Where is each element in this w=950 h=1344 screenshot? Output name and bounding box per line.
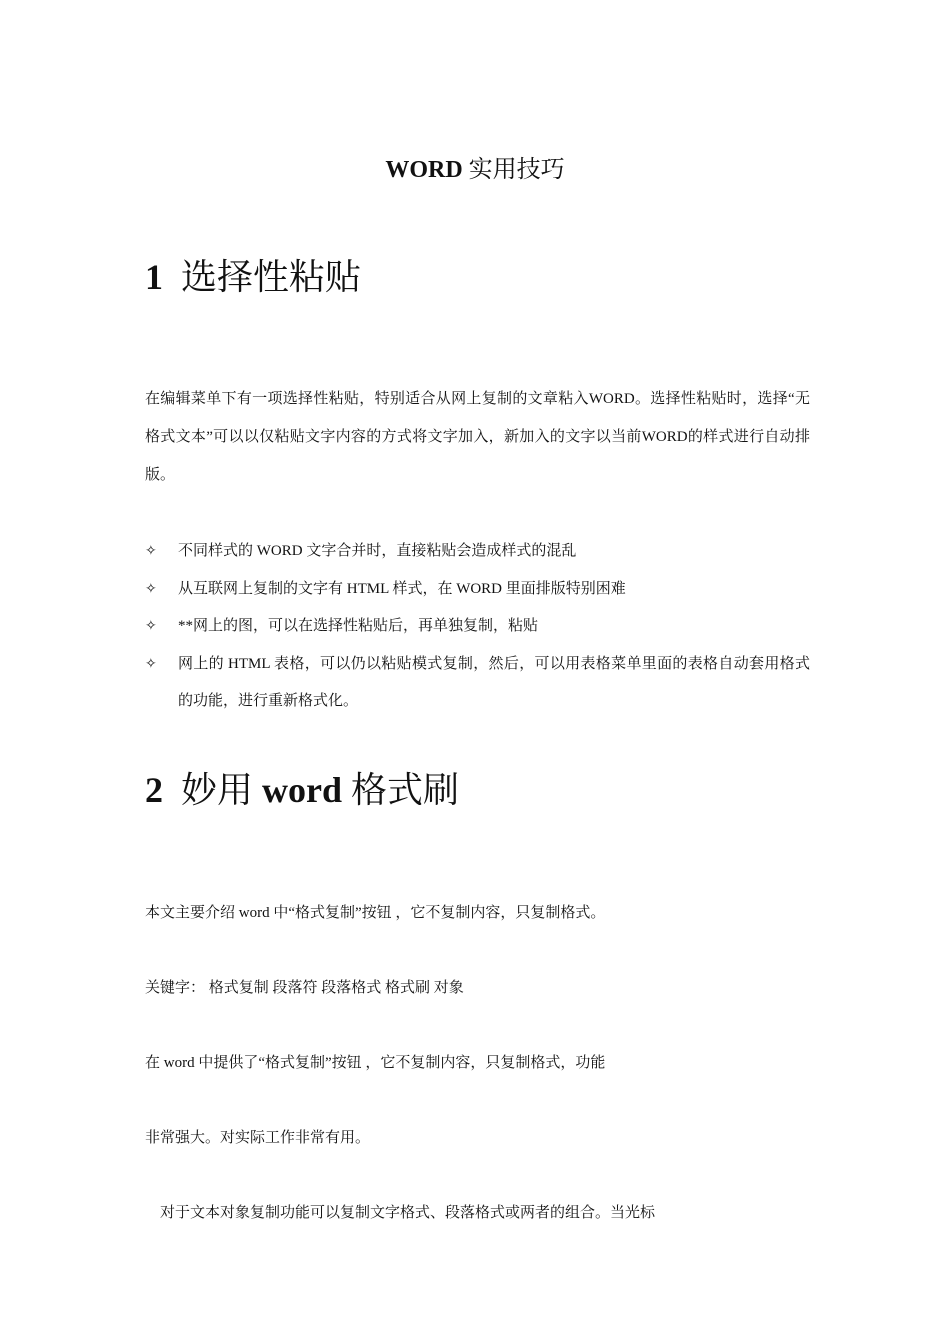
bullet-text: **网上的图，可以在选择性粘贴后，再单独复制，粘贴 xyxy=(178,618,539,634)
document-title xyxy=(0,155,950,185)
section-2-title-pre: 妙用 xyxy=(181,770,263,810)
diamond-bullet-icon: ✧ xyxy=(145,655,157,672)
section-2-line-description: 在 word 中提供了“格式复制”按钮 ，它不复制内容，只复制格式，功能 xyxy=(145,1055,606,1071)
section-1-paragraph: 在编辑菜单下有一项选择性粘贴，特别适合从网上复制的文章粘入WORD。选择性粘贴时，选择“无格式文本”可以以仅粘贴文字内容的方式将文字加入，新加入的文字以当前WORD的样式进行自动排版。 xyxy=(145,391,810,483)
section-1-number: 1 xyxy=(145,257,163,297)
section-2-line-keywords: 关键字： 格式复制 段落符 段落格式 格式刷 对象 xyxy=(145,980,464,996)
section-2-number: 2 xyxy=(145,770,163,810)
section-1-bullet-list xyxy=(145,533,810,721)
section-2-line-intro: 本文主要介绍 word 中“格式复制”按钮 ，它不复制内容，只复制格式。 xyxy=(145,905,606,921)
bullet-item xyxy=(145,533,810,571)
document-title-bold: WORD xyxy=(385,157,463,183)
section-1-title: 选择性粘贴 xyxy=(181,257,362,297)
bullet-item xyxy=(145,571,810,609)
section-2-line-usefulness: 非常强大。对实际工作非常有用。 xyxy=(145,1130,371,1146)
diamond-bullet-icon: ✧ xyxy=(145,543,157,559)
bullet-text: 不同样式的 WORD 文字合并时，直接粘贴会造成样式的混乱 xyxy=(178,543,577,559)
bullet-text: 网上的 HTML 表格，可以仍以粘贴模式复制，然后，可以用表格菜单里面的表格自动套用格式的功能，进行重新格式化。 xyxy=(178,655,810,709)
document-title-rest: 实用技巧 xyxy=(462,157,565,183)
section-2-title-post: 格式刷 xyxy=(342,770,460,810)
diamond-bullet-icon: ✧ xyxy=(145,580,157,597)
section-2-heading xyxy=(145,769,459,811)
section-1-heading xyxy=(145,256,361,298)
section-2-line-text-object: 对于文本对象复制功能可以复制文字格式、段落格式或两者的组合。当光标 xyxy=(145,1205,656,1221)
bullet-item xyxy=(145,646,810,721)
section-2-title-bold: word xyxy=(262,770,343,810)
bullet-text: 从互联网上复制的文字有 HTML 样式，在 WORD 里面排版特别困难 xyxy=(178,580,626,597)
diamond-bullet-icon: ✧ xyxy=(145,618,157,634)
bullet-item xyxy=(145,608,810,646)
